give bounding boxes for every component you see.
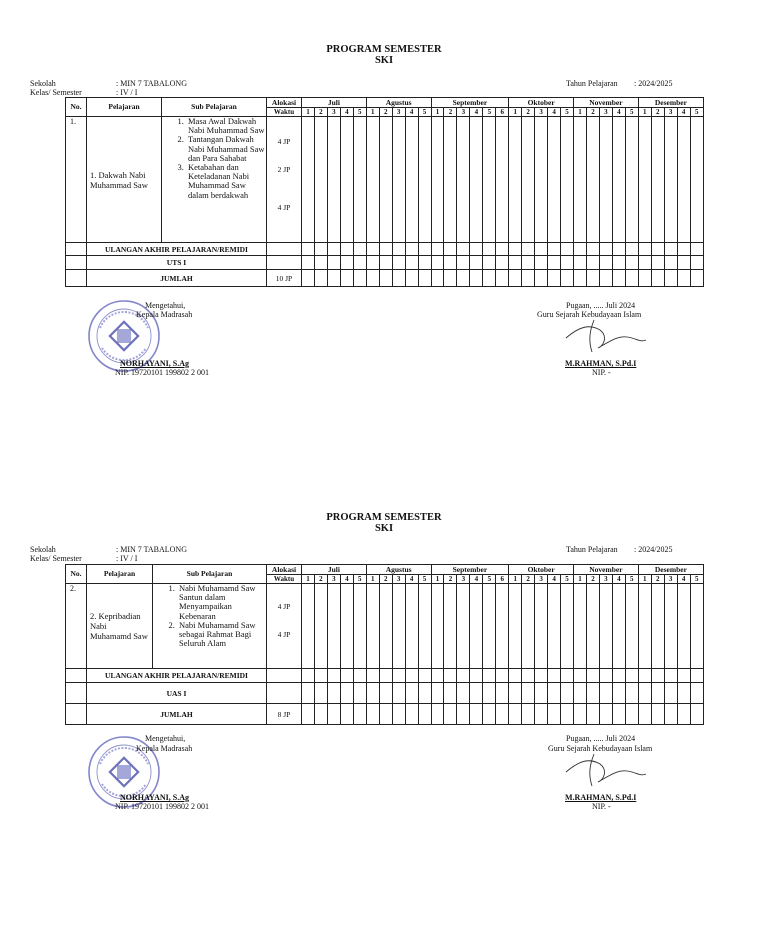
program-semester-page-1 <box>0 0 768 466</box>
school-value: : MIN 7 TABALONG <box>116 79 187 88</box>
week-number: 1 <box>366 575 379 584</box>
doc-subtitle: SKI <box>374 523 394 534</box>
row-sub-pelajaran <box>162 117 267 243</box>
row-number: 1. <box>66 117 87 243</box>
doc-title: PROGRAM SEMESTER <box>326 512 442 523</box>
week-number: 2 <box>444 108 457 117</box>
week-number: 1 <box>366 108 379 117</box>
jp-value: 2 JP <box>277 165 291 174</box>
week-number: 4 <box>405 575 418 584</box>
month-header: Desember <box>638 565 703 575</box>
week-number: 1 <box>509 575 522 584</box>
month-header: Agustus <box>366 98 431 108</box>
header-sub-pelajaran: Sub Pelajaran <box>153 565 267 584</box>
week-number: 3 <box>457 575 470 584</box>
month-header: Juli <box>302 565 367 575</box>
row-alokasi <box>267 584 302 669</box>
sign-left-nip: NIP. 19720101 199802 2 001 <box>115 802 210 811</box>
month-header: Oktober <box>509 98 574 108</box>
week-number: 4 <box>340 108 353 117</box>
program-table <box>65 564 704 725</box>
program-semester-page-2 <box>0 468 768 934</box>
sign-right-line2: Guru Sejarah Kebudayaan Islam <box>537 310 642 319</box>
header-no: No. <box>66 565 87 584</box>
week-number: 3 <box>535 575 548 584</box>
week-number: 2 <box>379 575 392 584</box>
month-header: Oktober <box>509 565 574 575</box>
row-alokasi <box>267 117 302 243</box>
ulangan-label: ULANGAN AKHIR PELAJARAN/REMIDI <box>87 669 267 683</box>
week-number: 5 <box>625 575 638 584</box>
school-value: : MIN 7 TABALONG <box>116 545 187 554</box>
sign-right-line1: Pugaan, ..... Juli 2024 <box>566 301 636 310</box>
week-number: 2 <box>651 108 664 117</box>
jp-value: 4 JP <box>277 630 291 639</box>
week-number: 3 <box>457 108 470 117</box>
week-number: 4 <box>470 108 483 117</box>
signature-icon <box>560 750 650 790</box>
week-number: 1 <box>638 108 651 117</box>
sub-item: 1. Nabi Muhamamd Saw Santun dalam Menyampaikan Kebenaran <box>177 584 266 621</box>
jumlah-label: JUMLAH <box>87 704 267 725</box>
year-value: : 2024/2025 <box>634 545 673 554</box>
sign-right-line1: Pugaan, ..... Juli 2024 <box>566 734 636 743</box>
school-label: Sekolah <box>30 545 56 554</box>
week-number: 2 <box>586 108 599 117</box>
week-number: 2 <box>379 108 392 117</box>
header-alokasi: Alokasi <box>267 565 302 575</box>
jumlah-row <box>66 270 704 287</box>
week-number: 5 <box>353 575 366 584</box>
week-number: 2 <box>651 575 664 584</box>
week-number: 5 <box>625 108 638 117</box>
sign-right-name: M.RAHMAN, S.Pd.I <box>565 793 637 802</box>
week-number: 4 <box>677 575 690 584</box>
header-no: No. <box>66 98 87 117</box>
week-number: 1 <box>574 575 587 584</box>
week-number: 3 <box>599 108 612 117</box>
header-waktu: Waktu <box>267 108 302 117</box>
class-label: Kelas/ Semester <box>30 554 82 563</box>
sign-left-name: NORHAYANI, S.Ag <box>120 359 189 368</box>
week-number: 3 <box>664 108 677 117</box>
week-number: 2 <box>444 575 457 584</box>
sub-item: 2. Tantangan Dakwah Nabi Muhammad Saw dan Para Sahabat <box>186 135 266 163</box>
exam-row <box>66 683 704 704</box>
month-header: November <box>574 565 639 575</box>
week-number: 1 <box>574 108 587 117</box>
sign-right-nip: NIP. - <box>592 368 611 377</box>
class-value: : IV / I <box>116 88 138 97</box>
week-number: 3 <box>392 575 405 584</box>
exam-label: UAS I <box>87 683 267 704</box>
week-number: 3 <box>327 575 340 584</box>
week-number: 4 <box>677 108 690 117</box>
sign-right-line2: Guru Sejarah Kebudayaan Islam <box>548 744 653 753</box>
week-number: 1 <box>302 575 315 584</box>
jp-value: 4 JP <box>277 137 291 146</box>
week-number: 4 <box>405 108 418 117</box>
row-sub-pelajaran <box>153 584 267 669</box>
week-number: 2 <box>314 575 327 584</box>
year-label: Tahun Pelajaran <box>566 545 618 554</box>
year-value: : 2024/2025 <box>634 79 673 88</box>
header-pelajaran: Pelajaran <box>87 565 153 584</box>
week-number: 2 <box>522 108 535 117</box>
week-number: 5 <box>690 575 703 584</box>
jumlah-value: 10 JP <box>267 270 302 287</box>
table-row <box>66 584 704 669</box>
week-number: 1 <box>431 575 444 584</box>
header-alokasi: Alokasi <box>267 98 302 108</box>
week-number: 5 <box>690 108 703 117</box>
week-number: 4 <box>470 575 483 584</box>
week-number: 3 <box>392 108 405 117</box>
month-header: Desember <box>638 98 703 108</box>
header-pelajaran: Pelajaran <box>87 98 162 117</box>
week-number: 1 <box>302 108 315 117</box>
class-value: : IV / I <box>116 554 138 563</box>
week-number: 5 <box>418 575 431 584</box>
exam-label: UTS I <box>87 256 267 270</box>
week-number: 5 <box>418 108 431 117</box>
signature-icon <box>560 316 650 356</box>
exam-row <box>66 256 704 270</box>
week-number: 2 <box>522 575 535 584</box>
ulangan-row <box>66 669 704 683</box>
week-number: 2 <box>314 108 327 117</box>
year-label: Tahun Pelajaran <box>566 79 618 88</box>
month-header: September <box>431 98 509 108</box>
week-number: 4 <box>548 575 561 584</box>
week-number: 5 <box>561 575 574 584</box>
week-number: 4 <box>612 108 625 117</box>
sign-left-line2: Kepala Madrasah <box>136 310 193 319</box>
sign-right-name: M.RAHMAN, S.Pd.I <box>565 359 637 368</box>
class-label: Kelas/ Semester <box>30 88 82 97</box>
month-header: November <box>574 98 639 108</box>
row-number: 2. <box>66 584 87 669</box>
week-number: 4 <box>612 575 625 584</box>
week-number: 3 <box>599 575 612 584</box>
program-table <box>65 97 704 287</box>
week-number: 4 <box>548 108 561 117</box>
week-number: 5 <box>561 108 574 117</box>
jp-value: 4 JP <box>277 203 291 212</box>
row-pelajaran: 1. Dakwah Nabi Muhammad Saw <box>87 117 162 243</box>
month-header: Juli <box>302 98 367 108</box>
sign-right-nip: NIP. - <box>592 802 611 811</box>
week-number: 6 <box>496 575 509 584</box>
month-header: September <box>431 565 509 575</box>
jumlah-value: 8 JP <box>267 704 302 725</box>
jumlah-label: JUMLAH <box>87 270 267 287</box>
table-row <box>66 117 704 243</box>
sign-left-line1: Mengetahui, <box>145 734 186 743</box>
sign-left-line2: Kepala Madrasah <box>136 744 193 753</box>
sub-item: 2. Nabi Muhamamd Saw sebagai Rahmat Bagi Seluruh Alam <box>177 621 266 649</box>
week-number: 3 <box>664 575 677 584</box>
week-number: 5 <box>483 108 496 117</box>
week-number: 1 <box>431 108 444 117</box>
jumlah-row <box>66 704 704 725</box>
sub-item: 3. Ketabahan dan Keteladanan Nabi Muhammad Saw dalam berdakwah <box>186 163 266 200</box>
sign-left-line1: Mengetahui, <box>145 301 186 310</box>
week-number: 3 <box>535 108 548 117</box>
row-pelajaran: 2. Kepribadian Nabi Muhamamd Saw <box>87 584 153 669</box>
week-number: 5 <box>353 108 366 117</box>
week-number: 4 <box>340 575 353 584</box>
doc-title: PROGRAM SEMESTER <box>326 44 442 55</box>
header-waktu: Waktu <box>267 575 302 584</box>
week-number: 1 <box>638 575 651 584</box>
doc-subtitle: SKI <box>374 55 394 66</box>
week-number: 6 <box>496 108 509 117</box>
sign-left-nip: NIP. 19720101 199802 2 001 <box>115 368 210 377</box>
jp-value: 4 JP <box>277 602 291 611</box>
school-label: Sekolah <box>30 79 56 88</box>
week-number: 5 <box>483 575 496 584</box>
week-number: 1 <box>509 108 522 117</box>
month-header: Agustus <box>366 565 431 575</box>
ulangan-label: ULANGAN AKHIR PELAJARAN/REMIDI <box>87 243 267 256</box>
header-sub-pelajaran: Sub Pelajaran <box>162 98 267 117</box>
week-number: 2 <box>586 575 599 584</box>
sub-item: 1. Masa Awal Dakwah Nabi Muhammad Saw <box>186 117 266 135</box>
sign-left-name: NORHAYANI, S.Ag <box>120 793 189 802</box>
week-number: 3 <box>327 108 340 117</box>
ulangan-row <box>66 243 704 256</box>
